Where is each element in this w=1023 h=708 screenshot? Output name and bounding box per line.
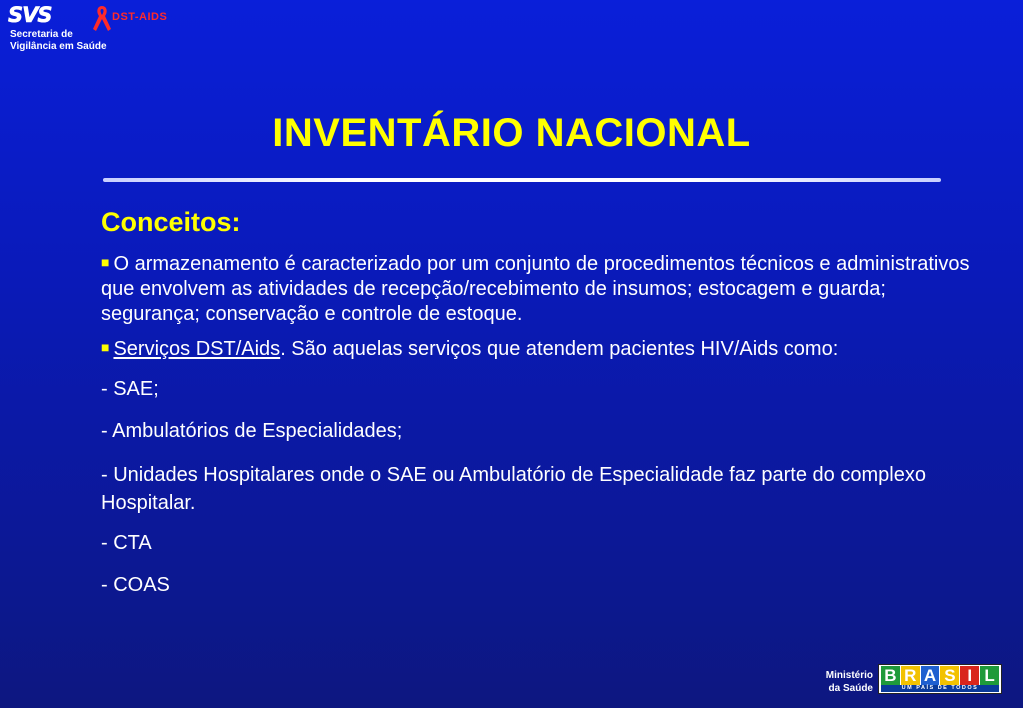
list-item-unidades-hospitalares: - Unidades Hospitalares onde o SAE ou Ambulatório de Especialidade faz parte do complexo Hospitalar. xyxy=(101,464,926,514)
brasil-logo-tagline: UM PAÍS DE TODOS xyxy=(881,685,999,692)
dst-aids-logo-text: DST-AIDS xyxy=(112,11,168,23)
list-item-cta: - CTA xyxy=(101,532,152,554)
brasil-letter: B xyxy=(881,666,900,685)
ministry-line1: Ministério xyxy=(825,670,873,681)
square-bullet-icon: ■ xyxy=(101,254,110,270)
title-divider xyxy=(103,178,941,182)
section-subtitle: Conceitos: xyxy=(101,207,241,237)
paragraph-servicos-text: . São aquelas serviços que atendem pacientes HIV/Aids como: xyxy=(280,338,839,360)
slide-title: INVENTÁRIO NACIONAL xyxy=(272,111,751,155)
list-item-coas: - COAS xyxy=(101,574,170,596)
slide-body xyxy=(101,204,981,615)
aids-ribbon-icon xyxy=(90,4,114,32)
ministry-line2: da Saúde xyxy=(828,683,873,694)
svs-logo-subtitle xyxy=(10,29,107,53)
paragraph-armazenamento xyxy=(101,250,981,327)
servicos-dst-aids-link[interactable]: Serviços DST/Aids xyxy=(113,338,281,360)
brasil-logo-letters xyxy=(881,666,999,685)
brasil-letter: I xyxy=(960,666,979,685)
paragraph-armazenamento-text: O armazenamento é caracterizado por um conjunto de procedimentos técnicos e administrativos que envolvem as atividades de recepção/recebimento de insumos; estocagem e guarda; segurança; conservação e controle de estoque. xyxy=(101,253,970,325)
list-item-sae: - SAE; xyxy=(101,378,159,400)
list-item-ambulatorios: - Ambulatórios de Especialidades; xyxy=(101,420,403,442)
brasil-letter: R xyxy=(901,666,920,685)
brasil-logo xyxy=(878,664,1002,694)
dst-aids-logo xyxy=(90,4,180,32)
ministerio-da-saude-label xyxy=(826,669,873,695)
brasil-letter: L xyxy=(980,666,999,685)
square-bullet-icon: ■ xyxy=(101,339,110,355)
svs-subtitle-line2: Vigilância em Saúde xyxy=(10,41,107,52)
svs-subtitle-line1: Secretaria de xyxy=(10,29,73,40)
paragraph-servicos xyxy=(101,335,981,362)
brasil-letter: S xyxy=(940,666,959,685)
brasil-letter: A xyxy=(921,666,940,685)
svs-logo-mark: SVS xyxy=(8,3,52,27)
